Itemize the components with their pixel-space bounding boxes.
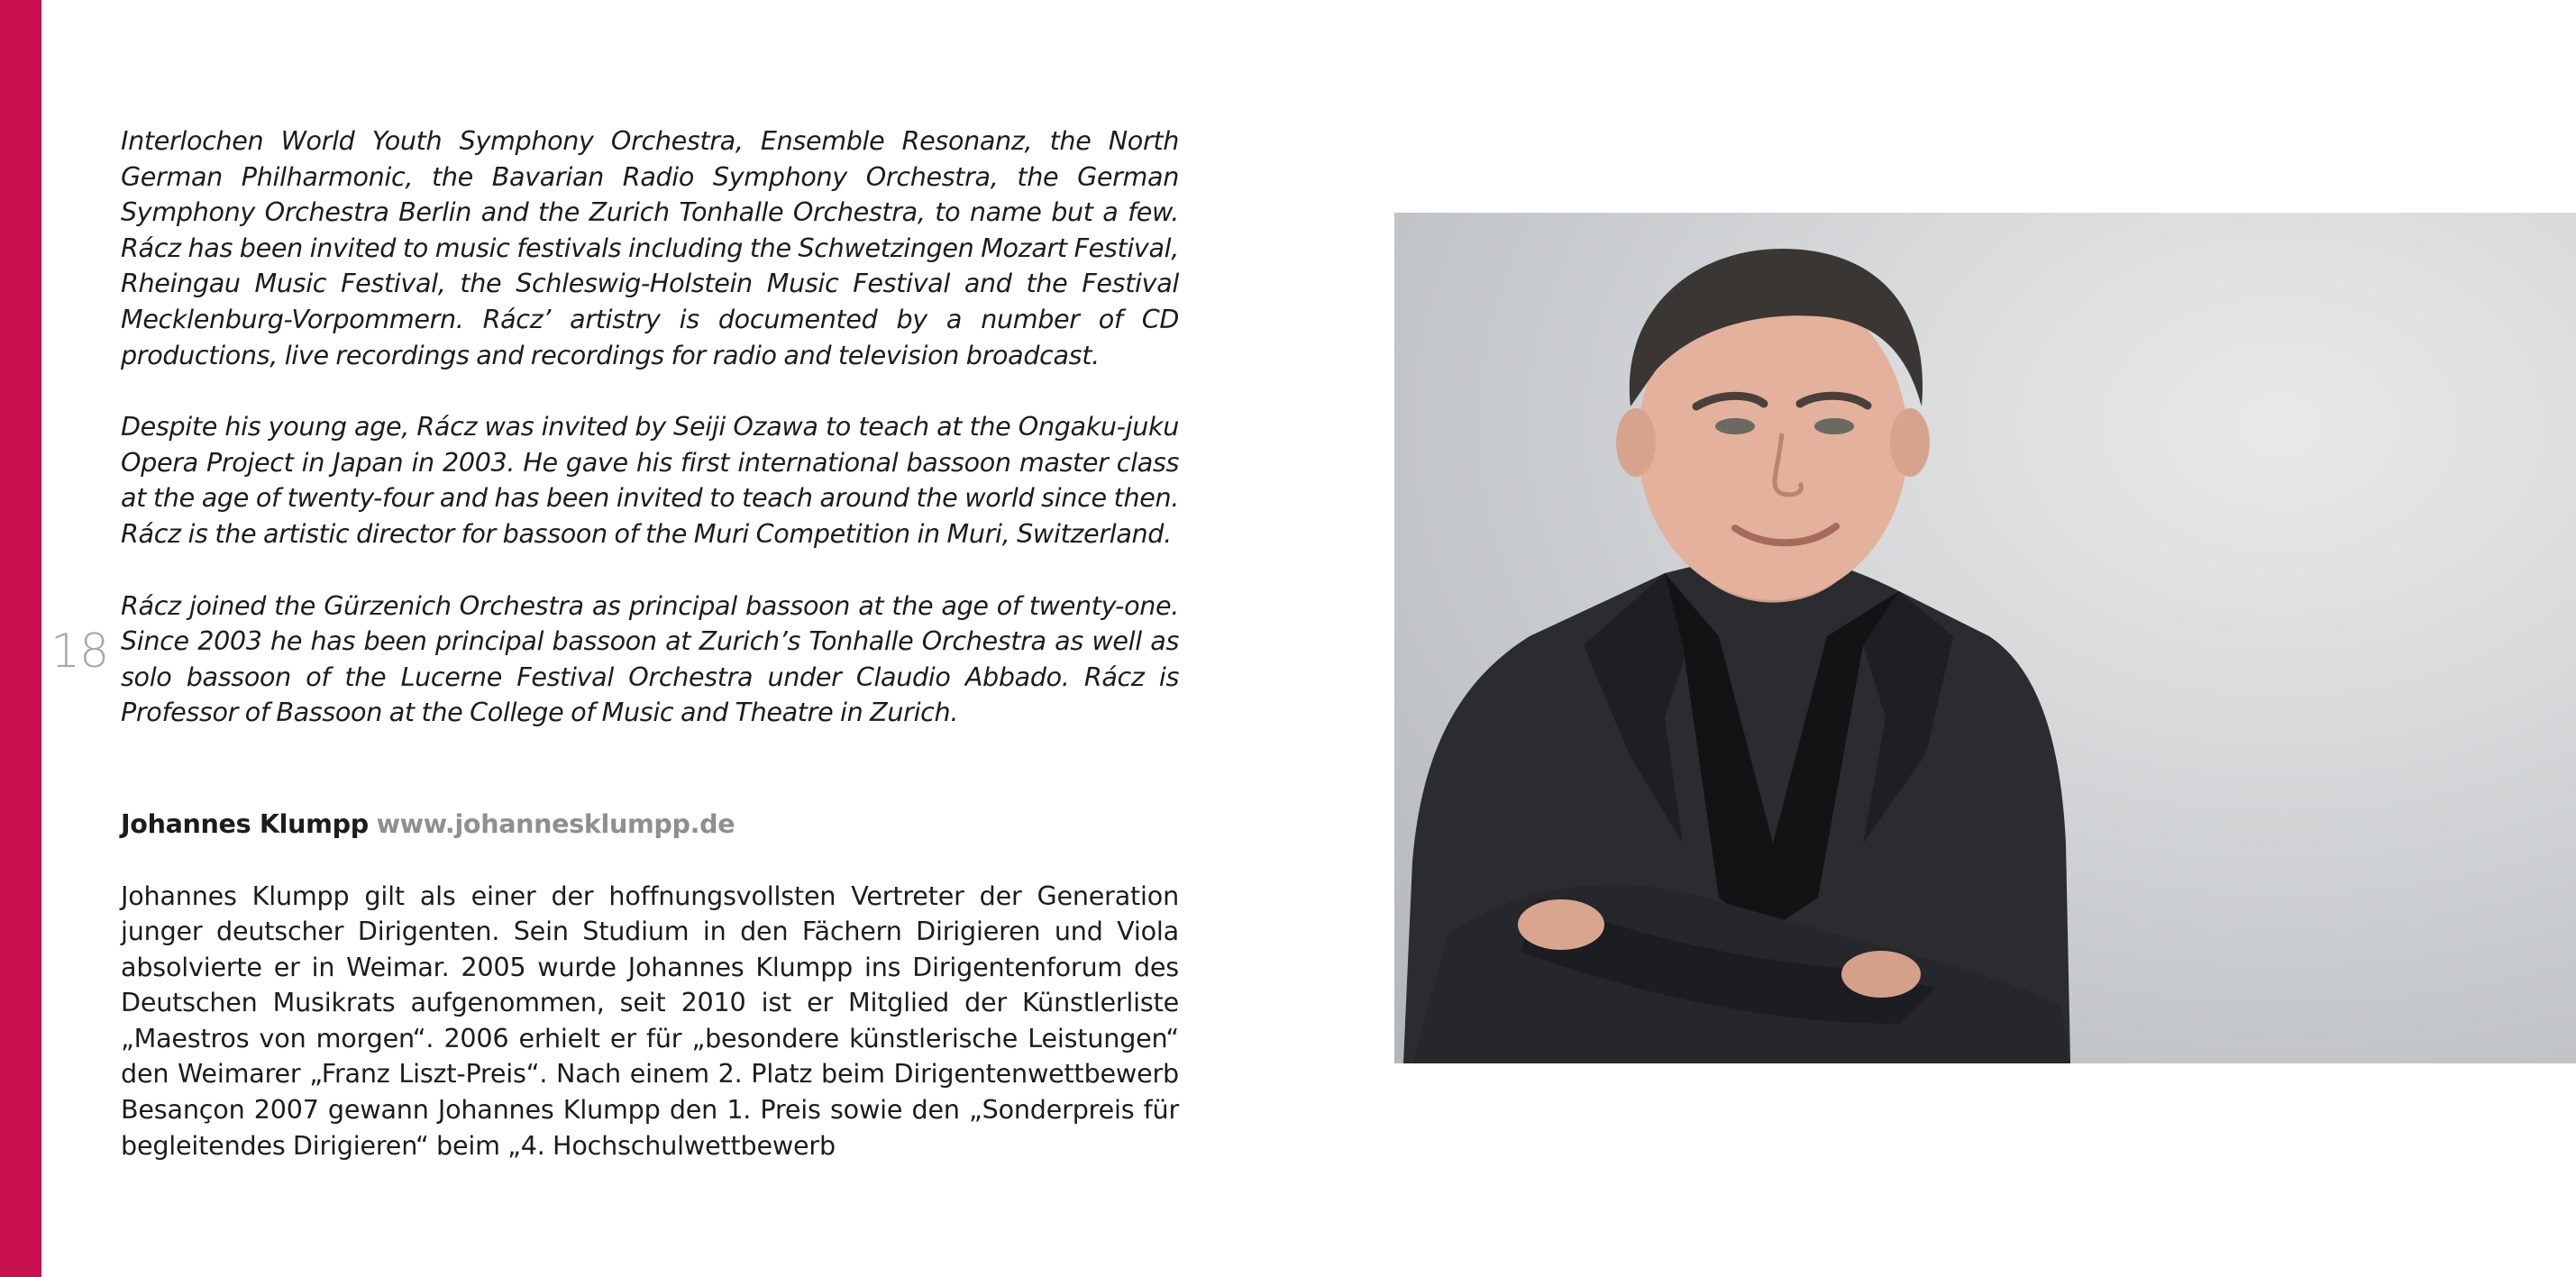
- racz-bio-paragraph-1: Interlochen World Youth Symphony Orchestra, Ensemble Resonanz, the North German Philharmonic, the Bavarian Radio Symphony Orchestra, the German Symphony Orchestra Berlin and the Zurich Tonhalle Orchestra, to name but a few. Rácz has been invited to music festivals including the Schwetzingen Mozart Festival, Rheingau Music Festival, the Schleswig-Holstein Music Festival and the Festival Mecklenburg-Vorpommern. Rácz’ artistry is documented by a number of CD productions, live recordings and recordings for radio and television broadcast.: [121, 125, 1179, 370]
- page-number: 18: [50, 625, 109, 679]
- accent-bar: [0, 0, 41, 1277]
- portrait-illustration: [1394, 213, 2576, 1063]
- portrait-photo: [1394, 213, 2576, 1063]
- text-column: [121, 123, 1179, 1163]
- racz-bio-paragraph-3: Rácz joined the Gürzenich Orchestra as principal bassoon at the age of twenty-one. Since 2003 he has been principal bassoon at Zurich’s Tonhalle Orchestra as well as solo bassoon of the Lucerne Festival Orchestra under Claudio Abbado. Rácz is Professor of Bassoon at the College of Music and Theatre in Zurich.: [121, 589, 1179, 728]
- klumpp-website-link[interactable]: www.johannesklumpp.de: [376, 807, 735, 839]
- klumpp-name: Johannes Klumpp: [121, 807, 369, 839]
- klumpp-heading: [121, 807, 1179, 843]
- racz-bio-paragraph-2: Despite his young age, Rácz was invited by Seiji Ozawa to teach at the Ongaku-juku Opera Project in Japan in 2003. He gave his first international bassoon master class at the age of twenty-four and has been invited to teach around the world since then. Rácz is the artistic director for bassoon of the Muri Competition in Muri, Switzerland.: [121, 411, 1179, 549]
- klumpp-bio-paragraph-1: Johannes Klumpp gilt als einer der hoffnungsvollsten Vertreter der Generation junger deutscher Dirigenten. Sein Studium in den Fächern Dirigieren und Viola absolvierte er in Weimar. 2005 wurde Johannes Klumpp ins Dirigentenforum des Deutschen Musikrats aufgenommen, seit 2010 ist er Mitglied der Künstlerliste „Maestros von morgen“. 2006 erhielt er für „besondere künstlerische Leistungen“ den Weimarer „Franz Liszt-Preis“. Nach einem 2. Platz beim Dirigentenwettbewerb Besançon 2007 gewann Johannes Klumpp den 1. Preis sowie den „Sonderpreis für begleitendes Dirigieren“ beim „4. Hochschulwettbewerb: [121, 880, 1179, 1161]
